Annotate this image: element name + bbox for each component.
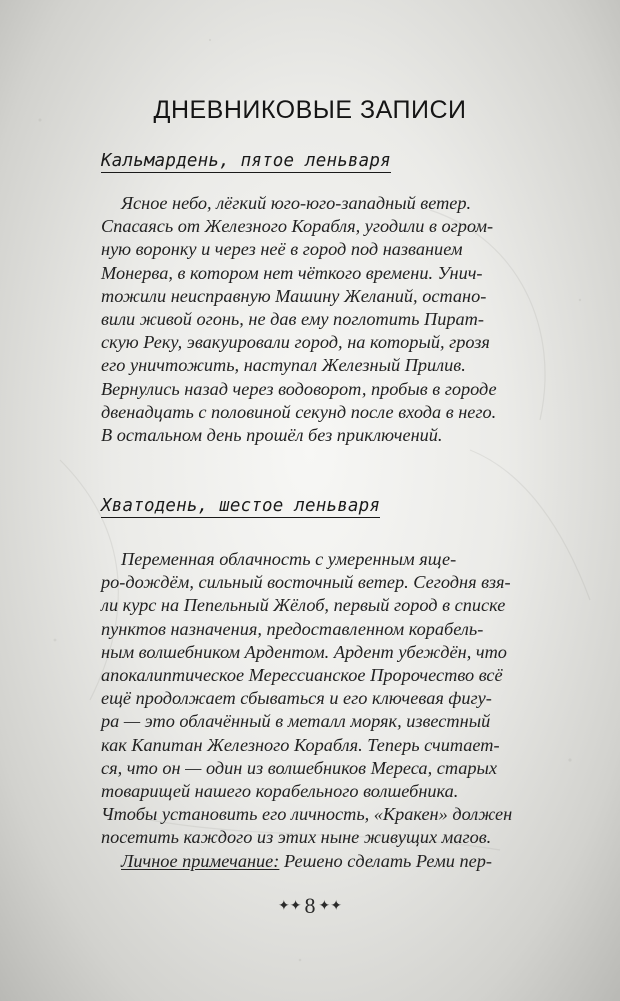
text-line: двенадцать с половиной секунд после входа в него. <box>101 401 497 422</box>
text-line: ную воронку и через неё в город под названием <box>101 239 463 260</box>
text-line: Монерва, в котором нет чёткого времени. Унич- <box>101 262 483 283</box>
text-line: пунктов назначения, предоставленном корабель- <box>101 618 484 639</box>
entry-body <box>101 548 521 873</box>
ornament-left-icon: ✦✦ <box>278 899 302 914</box>
text-line: ным волшебником Ардентом. Ардент убеждён, что <box>101 641 507 662</box>
text-line: посетить каждого из этих ныне живущих магов. <box>101 827 492 848</box>
text-line: ли курс на Пепельный Жёлоб, первый город в списке <box>101 595 506 616</box>
text-line: как Капитан Железного Корабля. Теперь считает- <box>101 734 500 755</box>
text-line: Ясное небо, лёгкий юго-юго-западный ветер. <box>121 193 472 213</box>
text-line: Переменная облачность с умеренным яще- <box>121 549 457 569</box>
text-line: Вернулись назад через водоворот, пробыв в городе <box>101 378 497 399</box>
text-line: В остальном день прошёл без приключений. <box>101 425 443 446</box>
entry-heading: Кальмардень, пятое леньваря <box>101 151 391 171</box>
page-title: ДНЕВНИКОВЫЕ ЗАПИСИ <box>153 96 467 124</box>
personal-note-line <box>101 850 521 873</box>
text-line: товарищей нашего корабельного волшебника. <box>101 781 459 802</box>
text-line: скую Реку, эвакуировали город, на который, грозя <box>101 332 490 353</box>
page-number-value: 8 <box>304 893 316 918</box>
entry-heading: Хватодень, шестое леньваря <box>101 496 381 516</box>
entry-body <box>101 192 521 447</box>
text-line: Спасаясь от Железного Корабля, угодили в огром- <box>101 216 494 237</box>
personal-note-text: Решено сделать Реми пер- <box>279 850 492 871</box>
text-line: ро-дождём, сильный восточный ветер. Сегодня взя- <box>101 572 511 593</box>
text-line: Чтобы установить его личность, «Кракен» должен <box>101 804 513 825</box>
personal-note-label: Личное примечание: <box>121 850 280 871</box>
text-line: ра — это облачённый в металл моряк, известный <box>101 711 491 732</box>
text-line: вили живой огонь, не дав ему поглотить Пират- <box>101 309 484 330</box>
text-line: тожили неисправную Машину Желаний, остано- <box>101 285 487 306</box>
page-number <box>0 893 620 919</box>
text-line: его уничтожить, наступал Железный Прилив. <box>101 355 466 376</box>
text-line: ещё продолжает сбываться и его ключевая фигу- <box>101 688 492 709</box>
ornament-right-icon: ✦✦ <box>318 899 342 914</box>
text-line: ся, что он — один из волшебников Мереса, старых <box>101 757 498 778</box>
text-line: апокалиптическое Мерессианское Пророчество всё <box>101 665 503 686</box>
